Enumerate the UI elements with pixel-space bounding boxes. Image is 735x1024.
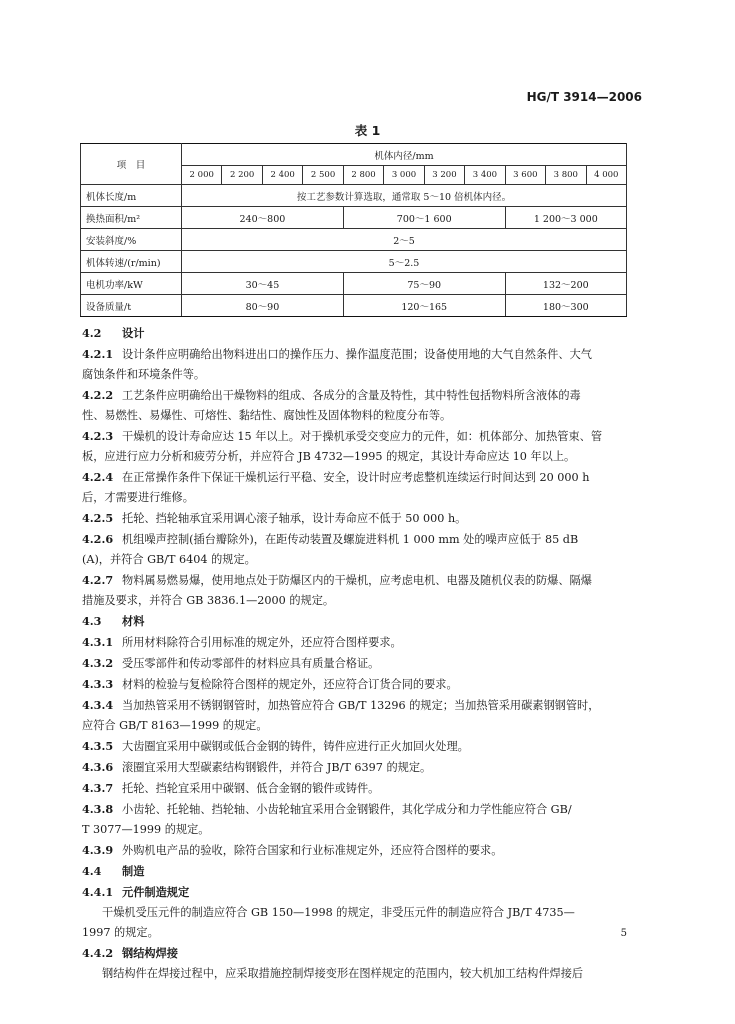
text-line (82, 385, 630, 406)
clause-text: 设计条件应明确给出物料进出口的操作压力、操作温度范围；设备使用地的大气自然条件、大气 (122, 348, 592, 361)
clause-number: 4.3.7 (82, 781, 114, 795)
clause-text: 后，才需要进行维修。 (82, 491, 194, 504)
clause-text: 板，应进行应力分析和疲劳分析，并应符合 JB 4732—1995 的规定，其设计寿命应达 10 年以上。 (82, 450, 576, 463)
clause-number: 4.4.1 (82, 885, 114, 899)
clause-number: 4.2.2 (82, 388, 114, 402)
body-text (82, 323, 630, 984)
clause-text: 小齿轮、托轮轴、挡轮轴、小齿轮轴宜采用合金钢锻件，其化学成分和力学性能应符合 GB/ (122, 803, 572, 816)
diameter-cell: 3 200 (424, 166, 464, 185)
text-line (82, 344, 630, 365)
text-line (82, 632, 630, 653)
table-caption: 表 1 (354, 123, 381, 138)
clause-number: 4.2.5 (82, 511, 114, 525)
clause-number: 4.2.6 (82, 532, 114, 546)
text-line (82, 529, 630, 550)
text-line (82, 757, 630, 778)
row-label: 安装斜度/% (81, 229, 182, 251)
section-heading (82, 882, 630, 903)
clause-text: 工艺条件应明确给出干燥物料的组成、各成分的含量及特性，其中特性包括物料所含液体的毒 (122, 389, 581, 402)
standard-number: HG/T 3914—2006 (526, 90, 642, 104)
clause-text: 受压零部件和传动零部件的材料应具有质量合格证。 (122, 657, 380, 670)
table-cell: 700～1 600 (343, 207, 505, 229)
table-cell: 132～200 (505, 273, 626, 295)
diameter-cell: 4 000 (586, 166, 626, 185)
clause-text: 应符合 GB/T 8163—1999 的规定。 (82, 719, 268, 732)
clause-number: 4.4 (82, 864, 102, 878)
clause-text: 材料的检验与复检除符合图样的规定外，还应符合订货合同的要求。 (122, 678, 458, 691)
clause-text: T 3077—1999 的规定。 (82, 823, 210, 836)
text-line (82, 406, 630, 426)
clause-number: 4.3.1 (82, 635, 114, 649)
diameter-cell: 2 400 (262, 166, 302, 185)
clause-text: 所用材料除符合引用标准的规定外，还应符合图样要求。 (122, 636, 402, 649)
clause-number: 4.2.4 (82, 470, 114, 484)
text-line (82, 467, 630, 488)
clause-text: 托轮、挡轮宜采用中碳钢、低合金钢的锻件或铸件。 (122, 782, 380, 795)
row-label: 电机功率/kW (81, 273, 182, 295)
table-cell: 180～300 (505, 295, 626, 317)
clause-text: 腐蚀条件和环境条件等。 (82, 368, 206, 381)
diameter-cell: 3 400 (465, 166, 505, 185)
section-heading (82, 861, 630, 882)
clause-text: 外购机电产品的验收，除符合国家和行业标准规定外，还应符合图样的要求。 (122, 844, 503, 857)
spec-table (80, 143, 627, 317)
table-cell: 1 200～3 000 (505, 207, 626, 229)
clause-text: 元件制造规定 (122, 885, 190, 899)
clause-text: 性、易燃性、易爆性、可熔性、黏结性、腐蚀性及固体物料的粒度分布等。 (82, 409, 452, 422)
clause-text: 钢结构焊接 (122, 946, 178, 960)
clause-number: 4.2.7 (82, 573, 114, 587)
diameter-cell: 2 800 (343, 166, 383, 185)
clause-number: 4.3.8 (82, 802, 114, 816)
text-line (82, 591, 630, 611)
diameter-cell: 3 800 (546, 166, 586, 185)
table-cell: 75～90 (343, 273, 505, 295)
table-item-header: 项 目 (81, 144, 182, 185)
clause-number: 4.3.4 (82, 698, 114, 712)
clause-text: 当加热管采用不锈钢钢管时，加热管应符合 GB/T 13296 的规定；当加热管采用碳素钢钢管时， (122, 699, 600, 712)
clause-text: 机组噪声控制(插台瓣除外)，在距传动装置及螺旋进料机 1 000 mm 处的噪声应低于 85 dB (122, 533, 579, 546)
row-label: 设备质量/t (81, 295, 182, 317)
clause-number: 4.3.6 (82, 760, 114, 774)
text-line (82, 923, 630, 943)
row-label: 机体长度/m (81, 185, 182, 207)
text-line (82, 426, 630, 447)
clause-number: 4.2.3 (82, 429, 114, 443)
clause-text: 1997 的规定。 (82, 926, 159, 939)
table-cell: 2～5 (182, 229, 627, 251)
table-cell: 按工艺参数计算选取，通常取 5～10 倍机体内径。 (182, 185, 627, 207)
text-line (82, 550, 630, 570)
clause-text: 托轮、挡轮轴承宜采用调心滚子轴承，设计寿命应不低于 50 000 h。 (122, 512, 467, 525)
clause-text: 物料属易燃易爆，使用地点处于防爆区内的干燥机，应考虑电机、电器及随机仪表的防爆、隔爆 (122, 574, 592, 587)
clause-text: 干燥机受压元件的制造应符合 GB 150—1998 的规定，非受压元件的制造应符合 JB/T 4735— (102, 906, 575, 919)
text-line (82, 570, 630, 591)
diameter-cell: 3 000 (384, 166, 424, 185)
clause-text: 钢结构件在焊接过程中，应采取措施控制焊接变形在图样规定的范围内，较大机加工结构件焊接后 (102, 967, 584, 980)
diameter-cell: 2 200 (222, 166, 262, 185)
text-line (82, 365, 630, 385)
text-line (82, 508, 630, 529)
clause-number: 4.3.3 (82, 677, 114, 691)
clause-text: 材料 (122, 614, 145, 628)
clause-text: 设计 (122, 326, 145, 340)
text-line (82, 488, 630, 508)
text-line (82, 799, 630, 820)
text-line (82, 840, 630, 861)
table-cell: 240～800 (182, 207, 344, 229)
text-line (82, 447, 630, 467)
diameter-cell: 2 500 (303, 166, 343, 185)
clause-text: 制造 (122, 864, 145, 878)
text-line (82, 903, 630, 923)
clause-number: 4.3 (82, 614, 102, 628)
section-heading (82, 611, 630, 632)
section-heading (82, 943, 630, 964)
text-line (82, 716, 630, 736)
row-label: 换热面积/m² (81, 207, 182, 229)
clause-text: 大齿圈宜采用中碳钢或低合金钢的铸件，铸件应进行正火加回火处理。 (122, 740, 469, 753)
text-line (82, 653, 630, 674)
clause-text: 措施及要求，并符合 GB 3836.1—2000 的规定。 (82, 594, 335, 607)
clause-number: 4.4.2 (82, 946, 114, 960)
table-cell: 5～2.5 (182, 251, 627, 273)
clause-number: 4.3.2 (82, 656, 114, 670)
diameter-cell: 3 600 (505, 166, 545, 185)
table-cell: 30～45 (182, 273, 344, 295)
clause-text: 在正常操作条件下保证干燥机运行平稳、安全，设计时应考虑整机连续运行时间达到 20 000 h (122, 471, 590, 484)
clause-number: 4.3.9 (82, 843, 114, 857)
text-line (82, 820, 630, 840)
table-cell: 80～90 (182, 295, 344, 317)
row-label: 机体转速/(r/min) (81, 251, 182, 273)
clause-text: 滚圈宜采用大型碳素结构钢锻件，并符合 JB/T 6397 的规定。 (122, 761, 432, 774)
page-number: 5 (620, 928, 627, 939)
text-line (82, 695, 630, 716)
table-group-header: 机体内径/mm (182, 144, 627, 166)
text-line (82, 674, 630, 695)
text-line (82, 778, 630, 799)
clause-text: (A)，并符合 GB/T 6404 的规定。 (82, 553, 256, 566)
clause-number: 4.2.1 (82, 347, 114, 361)
diameter-cell: 2 000 (182, 166, 222, 185)
clause-number: 4.3.5 (82, 739, 114, 753)
text-line (82, 964, 630, 984)
clause-text: 干燥机的设计寿命应达 15 年以上。对于操机承受交变应力的元件，如：机体部分、加热管束、管 (122, 430, 603, 443)
text-line (82, 736, 630, 757)
table-cell: 120～165 (343, 295, 505, 317)
clause-number: 4.2 (82, 326, 102, 340)
section-heading (82, 323, 630, 344)
